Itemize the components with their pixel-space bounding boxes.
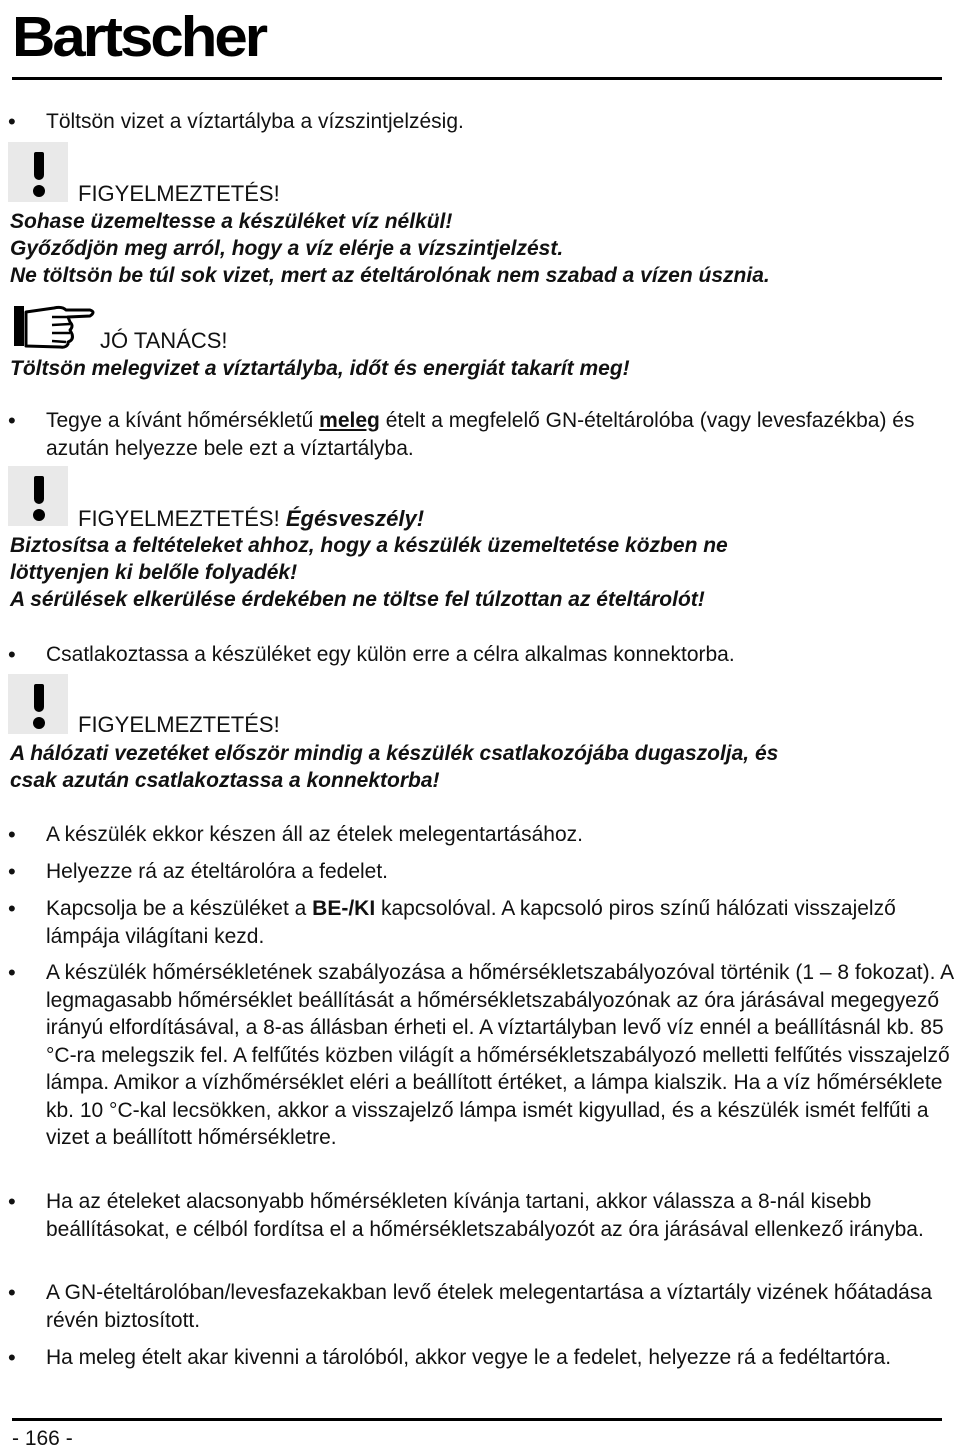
warning-text: Biztosítsa a feltételeket ahhoz, hogy a készülék üzemeltetése közben ne löttyenjen ki belőle folyadék! A sérülések elkerülése érdekében ne töltse fel túlzottan az ételtárolót! [10, 534, 728, 611]
bullet-icon: • [8, 408, 16, 433]
bullet-icon: • [8, 859, 16, 884]
warning-text: Sohase üzemeltesse a készüléket víz nélkül! Győződjön meg arról, hogy a víz elérje a vízszintjelzést. Ne töltsön be túl sok vizet, mert az ételtárolónak nem szabad a vízen úsznia. [10, 210, 770, 287]
tip-heading: JÓ TANÁCS! [100, 328, 228, 353]
brand-logo: Bartscher [12, 4, 266, 69]
warning-heading: FIGYELMEZTETÉS! [78, 181, 280, 206]
list-item: • Ha meleg ételt akar kivenni a tárolóból, akkor vegye le a fedelet, helyezze rá a fedéltartóra. [8, 1345, 892, 1370]
warning-heading: FIGYELMEZTETÉS! Égésveszély! [78, 506, 425, 531]
bullet-icon: • [8, 109, 16, 134]
bullet-icon: • [8, 1189, 16, 1214]
list-item: • Töltsön vizet a víztartályba a vízszintjelzésig. [8, 109, 464, 134]
header-divider [12, 77, 942, 80]
list-item: • Helyezze rá az ételtárolóra a fedelet. [8, 859, 389, 884]
list-item: • A GN-ételtárolóban/levesfazekakban levő ételek melegentartása a víztartály vizének hőátadása révén biztosított. [8, 1280, 933, 1332]
bullet-icon: • [8, 1345, 16, 1370]
bullet-icon: • [8, 642, 16, 667]
warning-exclamation-icon [8, 674, 68, 734]
list-item: • Ha az ételeket alacsonyabb hőmérsékleten kívánja tartani, akkor válassza a 8-nál kisebb beállításokat, e célból fordítsa el a hőmérsékletszabályozót az óra járásával ellenkező irányba. [8, 1189, 924, 1241]
list-item: • A készülék ekkor készen áll az ételek melegentartásához. [8, 822, 583, 847]
list-item: • Csatlakoztassa a készüléket egy külön erre a célra alkalmas konnektorba. [8, 642, 735, 667]
bullet-icon: • [8, 1280, 16, 1305]
pointing-hand-icon [12, 300, 96, 352]
footer-divider [12, 1418, 942, 1421]
list-item: • Kapcsolja be a készüléket a BE-/KI kapcsolóval. A kapcsoló piros színű hálózati visszajelző lámpája világítani kezd. [8, 896, 896, 948]
bullet-icon: • [8, 822, 16, 847]
list-item: • A készülék hőmérsékletének szabályozása a hőmérsékletszabályozóval történik (1 – 8 fokozat). A legmagasabb hőmérséklet beállítását a hőmérsékletszabályozónak az óra járásával megegyező irányú elfordításával, a 8-as állásban érheti el. A víztartályban levő víz ennél a beállításnál kb. 85 °C-ra melegszik fel. A felfűtés közben világít a hőmérsékletszabályozó melletti felfűtés visszajelző lámpa. Amikor a vízhőmérséklet eléri a beállított értéket, a lámpa kialszik. Ha a víz hőmérséklete kb. 10 °C-kal lecsökken, akkor a visszajelző lámpa ismét kigyullad, és a készülék ismét felfűti a vizet a beállított hőmérsékletre. [8, 960, 953, 1149]
warning-text: A hálózati vezetéket először mindig a készülék csatlakozójába dugaszolja, és csak azután csatlakoztassa a konnektorba! [10, 742, 779, 792]
warning-heading: FIGYELMEZTETÉS! [78, 712, 280, 737]
warning-exclamation-icon [8, 466, 68, 526]
warning-exclamation-icon [8, 142, 68, 202]
list-item: • Tegye a kívánt hőmérsékletű meleg ételt a megfelelő GN-ételtárolóba (vagy levesfazékba) és azután helyezze bele ezt a víztartályba. [8, 408, 915, 460]
bullet-icon: • [8, 960, 16, 985]
tip-text: Töltsön melegvizet a víztartályba, időt és energiát takarít meg! [10, 357, 630, 380]
page-number: - 166 - [12, 1427, 73, 1450]
bullet-icon: • [8, 896, 16, 921]
